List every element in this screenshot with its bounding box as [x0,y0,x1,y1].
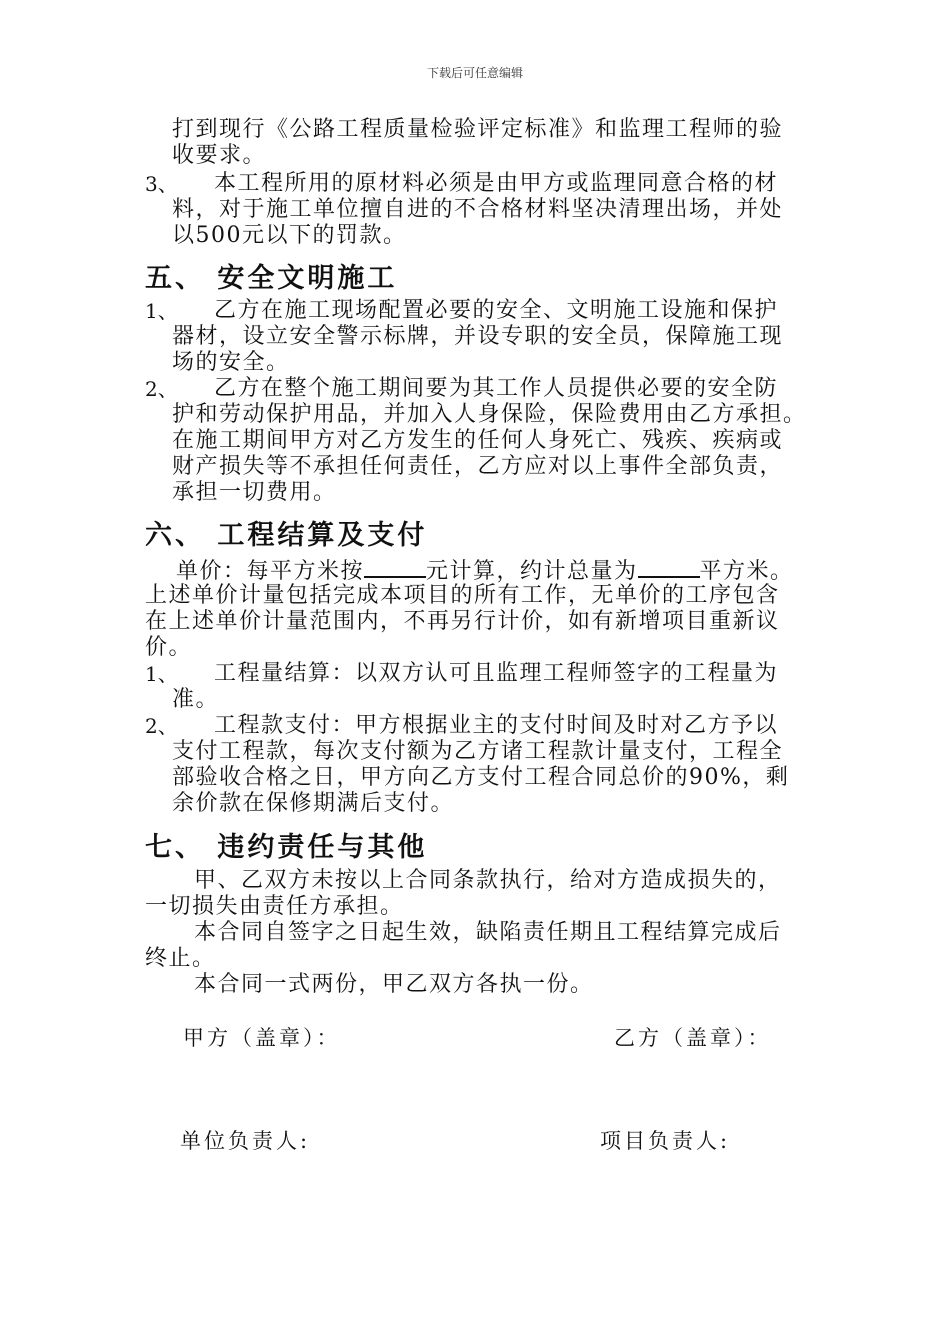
text-line: 打到现行《公路工程质量检验评定标准》和监理工程师的验 [172,117,784,142]
text-line: 在上述单价计量范围内，不再另行计价，如有新增项目重新议 [145,609,780,634]
text-fragment: 平方米。 [699,559,794,584]
text-line: 支付工程款，每次支付额为乙方诸工程款计量支付，工程全 [172,739,784,764]
text-fragment: 单价：每平方米按 [176,559,365,584]
text-line: 乙方在整个施工期间要为其工作人员提供必要的安全防 [214,376,779,401]
price-blank [364,556,426,578]
text-line: 料，对于施工单位擅自进的不合格材料坚决清理出场，并处 [172,197,784,222]
text-line: 财产损失等不承担任何责任，乙方应对以上事件全部负责， [172,454,784,479]
text-line: 器材，设立安全警示标牌，并设专职的安全员，保障施工现 [172,324,784,349]
text-line: 部验收合格之日，甲方向乙方支付工程合同总价的90%，剩 [172,765,790,790]
text-line: 准。 [172,687,220,712]
text-line: 本工程所用的原材料必须是由甲方或监理同意合格的材 [214,171,779,196]
text-line: 乙方在施工现场配置必要的安全、文明施工设施和保护 [214,298,779,323]
page-header-note: 下载后可任意编辑 [426,66,523,80]
section-heading: 五、 安全文明施工 [145,263,398,294]
item-number: 1、 [145,299,178,323]
text-line: 工程款支付：甲方根据业主的支付时间及时对乙方予以 [214,713,779,738]
section-heading: 六、 工程结算及支付 [145,520,428,551]
text-line: 在施工期间甲方对乙方发生的任何人身死亡、残疾、疾病或 [172,428,784,453]
text-line: 收要求。 [172,143,267,168]
quantity-blank [638,556,700,578]
item-number: 2、 [145,714,178,738]
text-line: 以500元以下的罚款。 [172,223,407,248]
text-line: 场的安全。 [172,350,290,375]
item-number: 2、 [145,377,178,401]
text-line: 余价款在保修期满后支付。 [172,791,455,816]
party-b-seal-label: 乙方（盖章）： [614,1026,772,1050]
item-number: 1、 [145,662,178,686]
text-line: 甲、乙双方未按以上合同条款执行，给对方造成损失的， [194,868,782,893]
text-line: 终止。 [145,946,216,971]
text-line: 上述单价计量包括完成本项目的所有工作，无单价的工序包含 [145,583,780,608]
text-fragment: 元计算，约计总量为 [426,559,638,584]
text-line: 一切损失由责任方承担。 [145,894,404,919]
text-line: 承担一切费用。 [172,480,337,505]
project-leader-label: 项目负责人: [600,1129,731,1153]
text-line: 本合同一式两份，甲乙双方各执一份。 [194,972,594,997]
section-heading: 七、 违约责任与其他 [145,832,428,863]
party-a-seal-label: 甲方（盖章）： [183,1026,341,1050]
text-line: 本合同自签字之日起生效，缺陷责任期且工程结算完成后 [194,920,782,945]
text-line: 工程量结算：以双方认可且监理工程师签字的工程量为 [214,661,779,686]
text-line: 价。 [145,635,193,660]
text-line: 护和劳动保护用品，并加入人身保险，保险费用由乙方承担。 [172,402,807,427]
item-number: 3、 [145,172,178,196]
unit-leader-label: 单位负责人: [180,1129,311,1153]
